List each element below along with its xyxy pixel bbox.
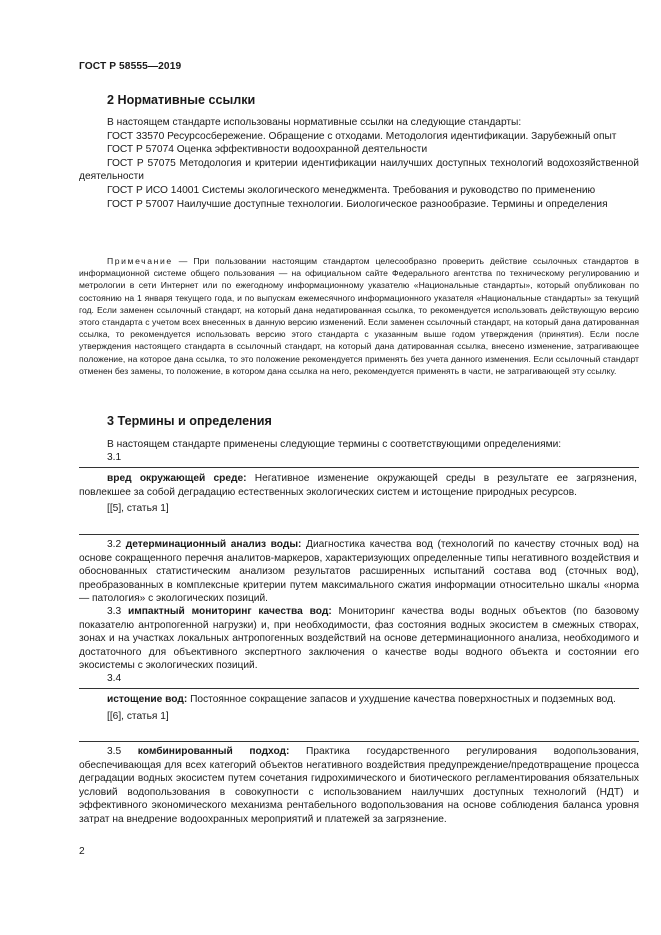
note-label: Примечание [107, 256, 173, 266]
term-3-2-term: детерминационный анализ воды: [125, 539, 302, 550]
term-3-2-definition: Диагностика качества вод (технологий по качеству сточных вод) на основе сокращенного перечня аналитов-маркеров, характеризующих определенные типы негативного воздействия и обоснованных статистическим анализом результатов расширенных испытаний состава вод (сточных вод), преобразованных в комплексные критерии путем максимального сжатия информации относительно шкалы «норма — патология» с экологических позиций. [79, 539, 639, 605]
section-3-intro-block [79, 438, 639, 452]
term-3-3-block [79, 605, 639, 673]
term-3-1-definition: Негативное изменение окружающей среды в результате ее загрязнения, повлекшее за собой деградацию естественных экологических систем и истощение природных ресурсов. [79, 473, 638, 498]
normative-ref-item: ГОСТ Р 57007 Наилучшие доступные технологии. Биологическое разнообразие. Термины и определения [107, 198, 608, 210]
term-3-5-number: 3.5 [107, 746, 122, 757]
normative-ref-item: ГОСТ Р 57074 Оценка эффективности водоохранной деятельности [107, 144, 428, 156]
term-3-3-definition: Мониторинг качества воды водных объектов (по базовому показателю антропогенной нагрузки) и, при необходимости, фаз состояния водных экосистем в смежных створах, зонах и на участках локальных антропогенных воздействий на основе детерминационного анализа, необходимого и достаточного для объективного экспертного заключения о качестве воды водного объекта и состоянии его экосистемы с экологических позиций. [79, 606, 639, 672]
term-3-2-block [79, 538, 639, 606]
term-3-4-number: 3.4 [107, 673, 122, 684]
term-3-5-block [79, 745, 639, 827]
term-3-4-definition: Постоянное сокращение запасов и ухудшение качества поверхностных и подземных вод. [187, 694, 616, 705]
document-code-header: ГОСТ Р 58555—2019 [79, 61, 182, 72]
term-3-5-term: комбинированный подход: [137, 746, 290, 757]
term-3-5-definition: Практика государственного регулирования водопользования, обеспечивающая для всех категорий объектов негативного воздействия предупреждение/предотвращение процесса деградации водных экосистем путем сочетания гидрохимического и биотического регламентирования обязательных условий водопользования в совокупности с использованием наилучших доступных технологий (НДТ) и эффективного экономического механизма рентабельного водопользования на основе соблюдения баланса уровня затрат на внедрение водоохранных мероприятий и платежей за загрязнение. [79, 746, 639, 825]
term-3-3-number: 3.3 [107, 606, 122, 617]
note-text: — При пользовании настоящим стандартом целесообразно проверить действие ссылочных стандартов в информационной системе общего пользования — на официальном сайте Федерального агентства по техническому регулированию и метрологии в сети Интернет или по ежегодному информационному указателю «Национальные стандарты», который опубликован по состоянию на 1 января текущего года, и по выпускам ежемесячного информационного указателя «Национальные стандарты» за текущий год. Если заменен ссылочный стандарт, на который дана недатированная ссылка, то рекомендуется использовать действующую версию этого стандарта с учетом всех внесенных в данную версию изменений. Если заменен ссылочный стандарт, на который дана датированная ссылка, то рекомендуется использовать версию этого стандарта с указанным выше годом утверждения (принятия). Если после утверждения настоящего стандарта в ссылочный стандарт, на который дана датированная ссылка, внесено изменение, затрагивающее положение, на которое дана ссылка, то это положение рекомендуется применять без учета данного изменения. Если ссылочный стандарт отменен без замены, то положение, в котором дана ссылка на него, рекомендуется применять в части, не затрагивающей эту ссылку. [79, 256, 639, 376]
term-3-1-term: вред окружающей среде: [107, 473, 247, 484]
term-3-1-box [79, 467, 639, 535]
normative-ref-item: ГОСТ 33570 Ресурсосбережение. Обращение с отходами. Методология идентификации. Зарубежный опыт [107, 130, 617, 142]
term-3-4-term: истощение вод: [107, 694, 188, 705]
page-number: 2 [79, 846, 85, 857]
section-2-body [79, 116, 639, 211]
section-2-intro: В настоящем стандарте использованы нормативные ссылки на следующие стандарты: [107, 117, 522, 128]
term-3-1-number: 3.1 [107, 452, 122, 463]
term-3-4-source: [[6], статья 1] [107, 710, 169, 722]
term-3-1-source: [[5], статья 1] [107, 503, 169, 515]
normative-ref-item: ГОСТ Р 57075 Методология и критерии идентификации наилучших доступных технологий водохозяйственной деятельности [79, 157, 639, 183]
section-3-title: 3 Термины и определения [107, 414, 272, 428]
section-3-intro: В настоящем стандарте применены следующие термины с соответствующими определениями: [107, 439, 562, 450]
term-3-4-box [79, 688, 639, 742]
section-2-title: 2 Нормативные ссылки [107, 93, 256, 107]
term-3-2-number: 3.2 [107, 539, 122, 550]
section-2-note [79, 255, 639, 377]
normative-ref-item: ГОСТ Р ИСО 14001 Системы экологического менеджмента. Требования и руководство по применению [107, 184, 596, 196]
term-3-3-term: импактный мониторинг качества вод: [127, 606, 332, 617]
